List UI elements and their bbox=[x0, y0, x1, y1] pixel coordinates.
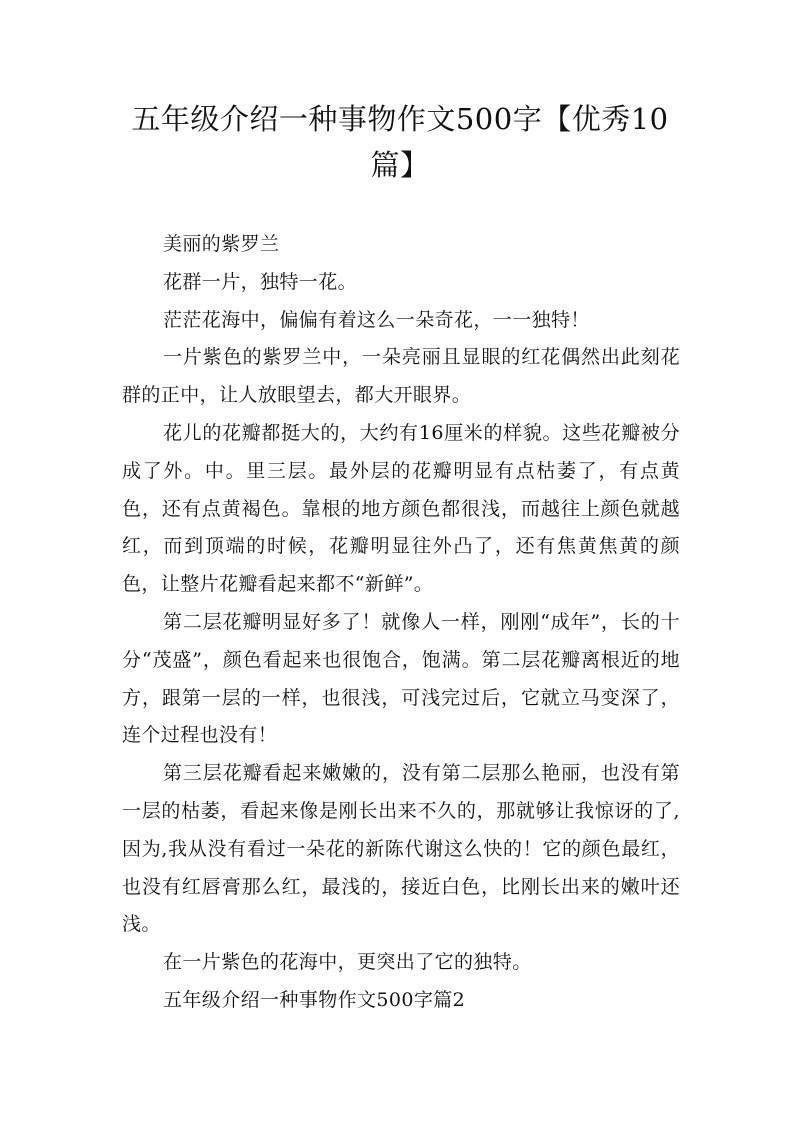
paragraph-subtitle: 美丽的紫罗兰 bbox=[163, 233, 280, 255]
paragraph: 一片紫色的紫罗兰中，一朵亮丽且显眼的红花偶然出此刻花群的正中，让人放眼望去，都大开眼界。 bbox=[122, 346, 680, 407]
paragraph: 第三层花瓣看起来嫩嫩的，没有第二层那么艳丽，也没有第一层的枯萎，看起来像是刚长出来不久的，那就够让我惊讶的了,因为,我从没有看过一朵花的新陈代谢这么快的！它的颜色最红，也没有红唇膏那么红，最浅的，接近白色，比刚长出来的嫩叶还浅。 bbox=[122, 762, 680, 936]
document-body bbox=[122, 226, 680, 1020]
paragraph: 第二层花瓣明显好多了！就像人一样，刚刚“成年”，长的十分“茂盛”，颜色看起来也很饱合，饱满。第二层花瓣离根近的地方，跟第一层的一样，也很浅，可浅完过后，它就立马变深了，连个过程也没有！ bbox=[122, 610, 680, 747]
paragraph: 茫茫花海中，偏偏有着这么一朵奇花，一一独特！ bbox=[163, 308, 590, 331]
section-heading: 五年级介绍一种事物作文500字篇2 bbox=[163, 988, 466, 1011]
paragraph: 花群一片，独特一花。 bbox=[163, 270, 358, 293]
paragraph: 在一片紫色的花海中，更突出了它的独特。 bbox=[163, 951, 532, 974]
document-title: 五年级介绍一种事物作文500字【优秀10篇】 bbox=[131, 102, 669, 182]
paragraph: 花儿的花瓣都挺大的，大约有16厘米的样貌。这些花瓣被分成了外。中。里三层。最外层的花瓣明显有点枯萎了，有点黄色，还有点黄褐色。靠根的地方颜色都很浅，而越往上颜色就越红，而到顶端的时候，花瓣明显往外凸了，还有焦黄焦黄的颜色，让整片花瓣看起来都不“新鲜”。 bbox=[122, 421, 680, 596]
